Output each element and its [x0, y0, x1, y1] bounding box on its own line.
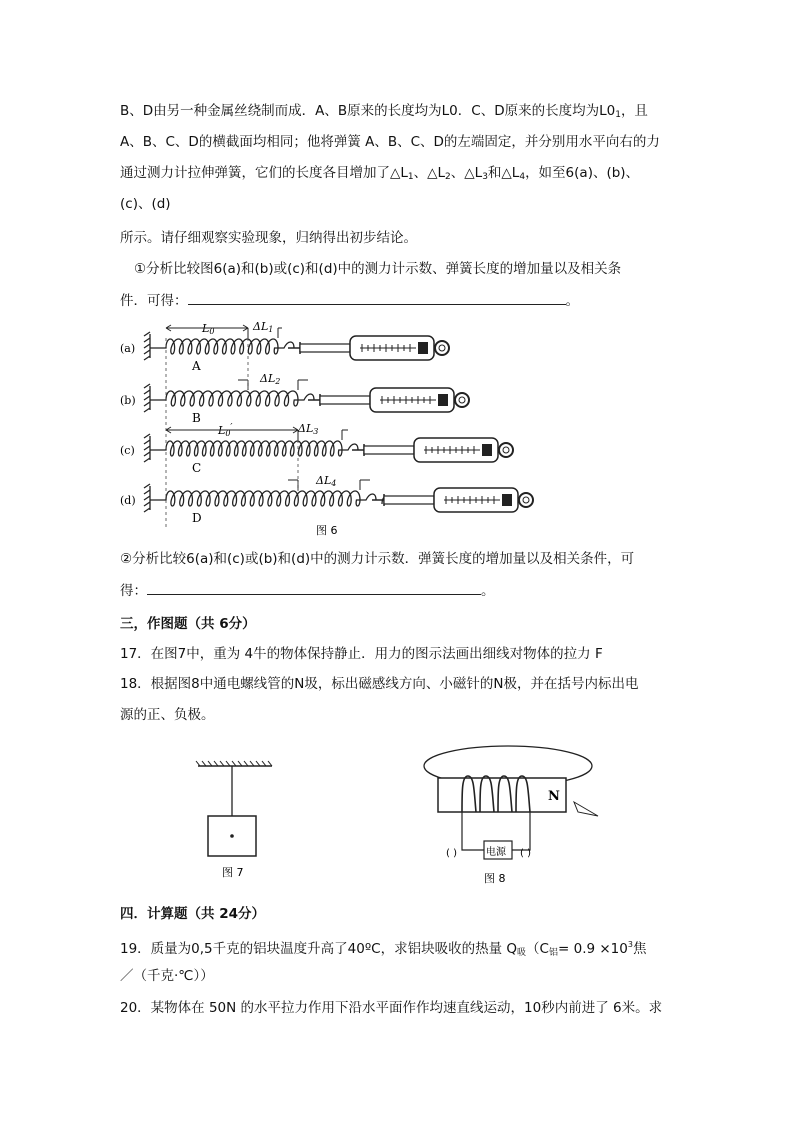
solenoid-core: [438, 778, 566, 812]
spring-label-c: C: [192, 461, 202, 475]
dimension-dL3-label: ΔL3: [298, 422, 319, 436]
wall-c: [144, 434, 150, 462]
question-20: 20．某物体在 50N 的水平拉力作用下沿水平面作作均速直线运动，10秒内前进了 6米。求: [120, 1000, 663, 1016]
dimension-dL1-label: ΔL1: [253, 320, 274, 334]
question-1: ①分析比较图6(a)和(b)或(c)和(d)中的测力计示数、弹簧长度的增加量以及相关条: [134, 261, 622, 277]
question-19-line-1: 19．质量为0,5千克的铝块温度升高了40ºC，求铝块吸收的热量 $Q_吸(C_铝= 0.9 \times 10^3$焦: [120, 940, 647, 958]
wall-a: [144, 332, 150, 360]
figure-7: [190, 760, 280, 885]
answer-blank-1[interactable]: [188, 290, 566, 305]
question-18-line-2: 源的正、负极。: [120, 707, 215, 723]
dimension-L0-label: L0: [202, 322, 215, 336]
figure-6-caption: 图 6: [316, 524, 338, 537]
section-4-title: 四．计算题（共 24分）: [120, 906, 265, 922]
row-label-d: (d): [120, 494, 136, 507]
spring-label-d: D: [192, 511, 202, 525]
figure-8: [420, 740, 610, 890]
wall-b: [144, 384, 150, 412]
paren-left[interactable]: ( ): [446, 848, 457, 859]
question-1-answer-line: 件．可得： 。: [120, 290, 579, 311]
para-line-1: B、D由另一种金属丝绕制而成．A、B原来的长度均为L0．C、D原来的长度均为$L0_1$，且: [120, 103, 648, 120]
para-line-2: A、B、C、D的横截面均相同；他将弹簧 A、B、C、D的左端固定，并分别用水平向右的力: [120, 134, 660, 150]
spring-c: [150, 441, 372, 456]
answer-blank-2[interactable]: [147, 580, 481, 595]
power-source-label: 电源: [486, 847, 506, 858]
section-3-title: 三，作图题（共 6分）: [120, 616, 256, 632]
spring-d: [150, 491, 390, 506]
spring-label-b: B: [192, 411, 201, 425]
question-18-line-1: 18．根据图8中通电螺线管的N圾，标出磁感线方向、小磁针的N极，并在括号内标出电: [120, 676, 639, 692]
force-meter-c: [352, 438, 513, 462]
force-meter-b: [308, 388, 469, 412]
force-meter-a: [288, 336, 449, 360]
dimension-dL4-label: ΔL4: [316, 474, 337, 488]
row-label-a: (a): [120, 342, 136, 355]
para-line-4: (c)、(d): [120, 196, 171, 212]
figure-7-caption: 图 7: [222, 866, 244, 879]
paren-right[interactable]: ( ): [520, 848, 531, 859]
para-line-3: 通过测力计拉伸弹簧，它们的长度各目增加了$\triangle L_1$、$\triangle L_2$、$\triangle L_3$和$\triangle L_4$，如至6(a)、(b)、: [120, 165, 640, 182]
n-pole-label: N: [548, 789, 560, 804]
dimension-L0prime-label: L0′: [218, 423, 233, 438]
question-2: ②分析比较6(a)和(c)或(b)和(d)中的测力计示数．弹簧长度的增加量以及相关条件，可: [120, 551, 635, 567]
wall-d: [144, 484, 150, 512]
spring-b: [150, 391, 328, 406]
small-magnet-needle: [574, 802, 598, 816]
row-label-c: (c): [120, 444, 135, 457]
question-2-answer-line: 得： 。: [120, 580, 495, 601]
force-meter-d: [372, 488, 533, 512]
para-line-5: 所示。请仔细观察实验现象，归纳得出初步结论。: [120, 230, 417, 246]
row-label-b: (b): [120, 394, 136, 407]
spring-label-a: A: [192, 359, 201, 373]
figure-8-caption: 图 8: [484, 872, 506, 885]
dimension-dL2-label: ΔL2: [260, 372, 281, 386]
question-17: 17．在图7中，重为 4牛的物体保持静止．用力的图示法画出细线对物体的拉力 F: [120, 646, 603, 662]
question-19-line-2: ／（千克·℃））: [120, 968, 214, 984]
spring-a: [150, 339, 308, 354]
figure-6: [120, 320, 560, 540]
